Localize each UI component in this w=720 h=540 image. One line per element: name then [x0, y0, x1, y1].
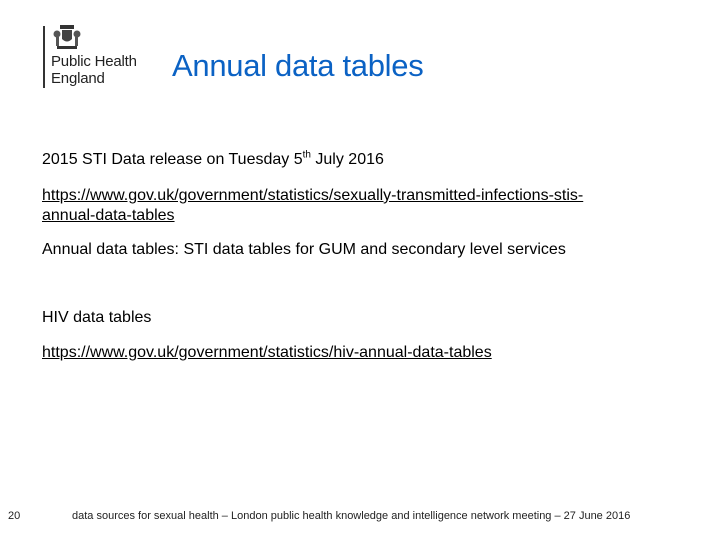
- release-text-sup: th: [302, 149, 311, 161]
- hiv-link[interactable]: https://www.gov.uk/government/statistics/hiv-annual-data-tables: [42, 344, 492, 361]
- hiv-heading: HIV data tables: [42, 309, 152, 326]
- sti-link-line2[interactable]: annual-data-tables: [42, 207, 175, 224]
- page-title: Annual data tables: [172, 48, 424, 83]
- release-text-pre: 2015 STI Data release on Tuesday 5: [42, 151, 303, 168]
- hiv-link-paragraph: [42, 343, 492, 363]
- logo-wordmark: [51, 53, 137, 87]
- royal-crest-icon: [53, 24, 81, 50]
- release-text-post: July 2016: [310, 151, 384, 168]
- release-line: [42, 150, 384, 170]
- sti-link-line1[interactable]: https://www.gov.uk/government/statistics/sexually-transmitted-infections-stis-: [42, 187, 584, 204]
- logo-line1: Public Health: [51, 53, 137, 70]
- phe-logo: [43, 24, 153, 92]
- sti-link-paragraph: [42, 186, 583, 226]
- footer-text: data sources for sexual health – London public health knowledge and intelligence network meeting – 27 June 2016: [72, 510, 631, 522]
- logo-divider: [43, 26, 45, 88]
- page-number: 20: [8, 510, 21, 522]
- logo-line2: England: [51, 70, 105, 87]
- sti-tables-description: Annual data tables: STI data tables for GUM and secondary level services: [42, 241, 566, 258]
- slide-footer: [0, 510, 720, 530]
